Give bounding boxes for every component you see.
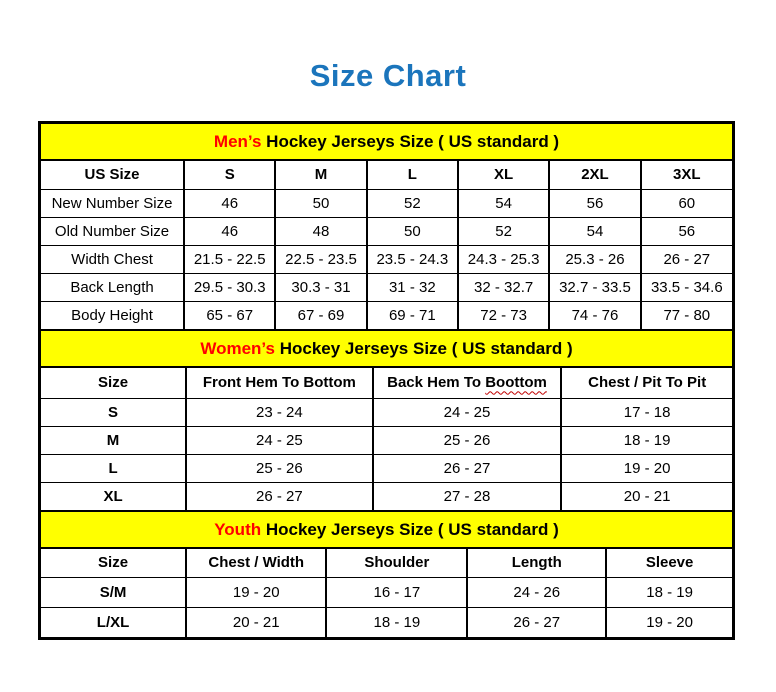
size-value: 24.3 - 25.3 xyxy=(458,245,549,273)
size-value: 18 - 19 xyxy=(561,426,732,454)
column-header: Sleeve xyxy=(606,549,732,577)
column-header: US Size xyxy=(41,161,184,189)
size-value: 56 xyxy=(641,217,732,245)
column-header: 3XL xyxy=(641,161,732,189)
row-label: Back Length xyxy=(41,273,184,301)
size-value: 18 - 19 xyxy=(326,607,467,637)
size-value: 26 - 27 xyxy=(641,245,732,273)
column-header: Chest / Pit To Pit xyxy=(561,368,732,398)
size-value: 26 - 27 xyxy=(467,607,606,637)
youth-section-title: Hockey Jerseys Size ( US standard ) xyxy=(261,520,559,539)
row-label: S/M xyxy=(41,577,186,607)
misspelled-word: Boottom xyxy=(485,374,547,392)
column-header: Size xyxy=(41,368,186,398)
size-value: 23.5 - 24.3 xyxy=(367,245,458,273)
column-header: Back Hem To Boottom xyxy=(373,368,562,398)
size-row xyxy=(41,454,732,482)
size-value: 32.7 - 33.5 xyxy=(549,273,640,301)
size-row xyxy=(41,217,732,245)
row-label: XL xyxy=(41,482,186,510)
mens-section-header xyxy=(41,124,732,161)
size-row xyxy=(41,398,732,426)
row-label: M xyxy=(41,426,186,454)
size-value: 50 xyxy=(367,217,458,245)
size-value: 24 - 25 xyxy=(186,426,373,454)
size-value: 20 - 21 xyxy=(561,482,732,510)
size-value: 22.5 - 23.5 xyxy=(275,245,366,273)
size-row xyxy=(41,577,732,607)
size-value: 50 xyxy=(275,189,366,217)
mens-section-title: Hockey Jerseys Size ( US standard ) xyxy=(261,132,560,151)
size-value: 23 - 24 xyxy=(186,398,373,426)
youth-size-table xyxy=(41,549,732,637)
size-value: 17 - 18 xyxy=(561,398,732,426)
size-value: 52 xyxy=(367,189,458,217)
womens-section-header xyxy=(41,329,732,368)
size-value: 72 - 73 xyxy=(458,301,549,329)
size-value: 20 - 21 xyxy=(186,607,326,637)
youth-section-header xyxy=(41,510,732,549)
row-label: New Number Size xyxy=(41,189,184,217)
size-value: 24 - 26 xyxy=(467,577,606,607)
size-value: 27 - 28 xyxy=(373,482,562,510)
column-header: S xyxy=(184,161,275,189)
size-row xyxy=(41,301,732,329)
size-value: 74 - 76 xyxy=(549,301,640,329)
size-value: 65 - 67 xyxy=(184,301,275,329)
size-value: 60 xyxy=(641,189,732,217)
womens-size-section xyxy=(41,329,732,510)
size-value: 31 - 32 xyxy=(367,273,458,301)
mens-size-section xyxy=(41,124,732,329)
size-row xyxy=(41,607,732,637)
column-header: XL xyxy=(458,161,549,189)
size-value: 26 - 27 xyxy=(373,454,562,482)
column-header: Chest / Width xyxy=(186,549,326,577)
size-row xyxy=(41,189,732,217)
page-title: Size Chart xyxy=(309,58,467,93)
size-row xyxy=(41,482,732,510)
row-label: L/XL xyxy=(41,607,186,637)
column-header-row xyxy=(41,549,732,577)
size-row xyxy=(41,273,732,301)
size-value: 33.5 - 34.6 xyxy=(641,273,732,301)
column-header-row xyxy=(41,368,732,398)
column-header: Size xyxy=(41,549,186,577)
size-value: 30.3 - 31 xyxy=(275,273,366,301)
size-value: 24 - 25 xyxy=(373,398,562,426)
size-chart xyxy=(38,121,735,640)
size-value: 18 - 19 xyxy=(606,577,732,607)
womens-section-title: Hockey Jerseys Size ( US standard ) xyxy=(274,339,573,358)
size-value: 54 xyxy=(458,189,549,217)
size-value: 69 - 71 xyxy=(367,301,458,329)
size-value: 46 xyxy=(184,217,275,245)
size-value: 25 - 26 xyxy=(186,454,373,482)
size-row xyxy=(41,245,732,273)
size-value: 77 - 80 xyxy=(641,301,732,329)
size-value: 25 - 26 xyxy=(373,426,562,454)
size-value: 52 xyxy=(458,217,549,245)
youth-section-highlight: Youth xyxy=(214,520,262,539)
mens-size-table xyxy=(41,161,732,329)
size-value: 48 xyxy=(275,217,366,245)
size-value: 46 xyxy=(184,189,275,217)
size-value: 21.5 - 22.5 xyxy=(184,245,275,273)
size-row xyxy=(41,426,732,454)
womens-section-highlight: Women’s xyxy=(200,339,275,358)
size-value: 19 - 20 xyxy=(561,454,732,482)
row-label: S xyxy=(41,398,186,426)
size-value: 54 xyxy=(549,217,640,245)
youth-size-section xyxy=(41,510,732,637)
size-value: 26 - 27 xyxy=(186,482,373,510)
column-header: M xyxy=(275,161,366,189)
row-label: Old Number Size xyxy=(41,217,184,245)
size-value: 19 - 20 xyxy=(606,607,732,637)
womens-size-table xyxy=(41,368,732,510)
size-value: 32 - 32.7 xyxy=(458,273,549,301)
size-value: 16 - 17 xyxy=(326,577,467,607)
size-value: 25.3 - 26 xyxy=(549,245,640,273)
row-label: L xyxy=(41,454,186,482)
column-header: Length xyxy=(467,549,606,577)
size-value: 29.5 - 30.3 xyxy=(184,273,275,301)
size-value: 19 - 20 xyxy=(186,577,326,607)
column-header-row xyxy=(41,161,732,189)
column-header: Shoulder xyxy=(326,549,467,577)
column-header: L xyxy=(367,161,458,189)
row-label: Body Height xyxy=(41,301,184,329)
column-header: 2XL xyxy=(549,161,640,189)
row-label: Width Chest xyxy=(41,245,184,273)
mens-section-highlight: Men’s xyxy=(213,132,262,151)
size-value: 67 - 69 xyxy=(275,301,366,329)
column-header: Front Hem To Bottom xyxy=(186,368,373,398)
size-value: 56 xyxy=(549,189,640,217)
